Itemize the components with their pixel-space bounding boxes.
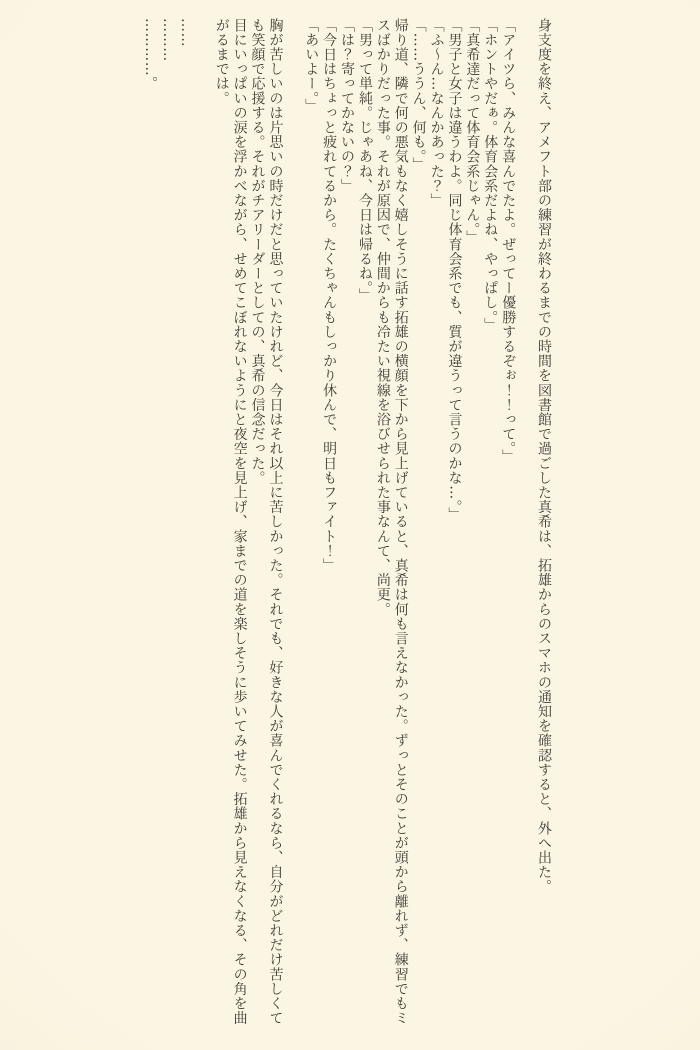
blank-line	[194, 18, 212, 1030]
text-line: ………	[160, 18, 177, 62]
text-line: 「アイツら、みんな喜んでたよ。ぜってー優勝するぞぉ！！って。」	[500, 18, 517, 464]
text-line: 「男って単純。じゃあね、今日は帰るね。」	[356, 18, 373, 303]
text-line: 「ホントやだぁ。体育会系だよね、やっぱし。」	[482, 18, 499, 333]
text-line: 「……ううん、何も。」	[410, 18, 427, 172]
text-line: 「ふ〜ん…なんかあった？」	[428, 18, 445, 208]
text-line: 「男子と女子は違うわよ。同じ体育会系でも、質が違うって言うのかな…。」	[446, 18, 463, 522]
text-line: 「今日はちょっと疲れてるから。たくちゃんもしっかり休んで、明日もファイト！」	[321, 18, 338, 573]
text-line: ……	[177, 18, 194, 48]
text-line: 「真希達だって体育会系じゃん。」	[464, 18, 481, 245]
blank-line	[283, 18, 301, 1030]
text-line: 帰り道、隣で何の悪気もなく嬉しそうに話す拓雄の横顔を下から見上げていると、真希は何も言えなかった。ずっとそのことが頭から離れず、練習でもミスばかりだった事。それが原因で、仲間からも冷たい視線を浴びせられた事なんて、尚更。	[374, 18, 409, 1026]
text-line: 「あいよー。」	[303, 18, 320, 114]
text-line: 目にいっぱいの涙を浮かべながら、せめてこぼれないようにと夜空を見上げ、家までの道を楽しそうに歩いてみせた。拓雄から見えなくなる、その角を曲がるまでは。	[213, 18, 248, 1026]
text-line: …………。	[142, 18, 159, 91]
text-line: 「は？寄ってかないの？」	[339, 18, 356, 194]
text-line: 身支度を終え、アメフト部の練習が終わるまでの時間を図書館で過ごした真希は、拓雄からのスマホの通知を確認すると、外へ出た。	[536, 18, 552, 894]
text-line: 胸が苦しいのは片思いの時だけだと思っていたけれど、今日はそれ以上に苦しかった。それでも、好きな人が喜んでくれるなら、自分がどれだけ苦しくても笑顔で応援する。それがチアリーダーとしての、真希の信念だった。	[249, 18, 284, 1026]
vertical-text-block	[132, 18, 552, 1030]
blank-line	[516, 18, 534, 1030]
